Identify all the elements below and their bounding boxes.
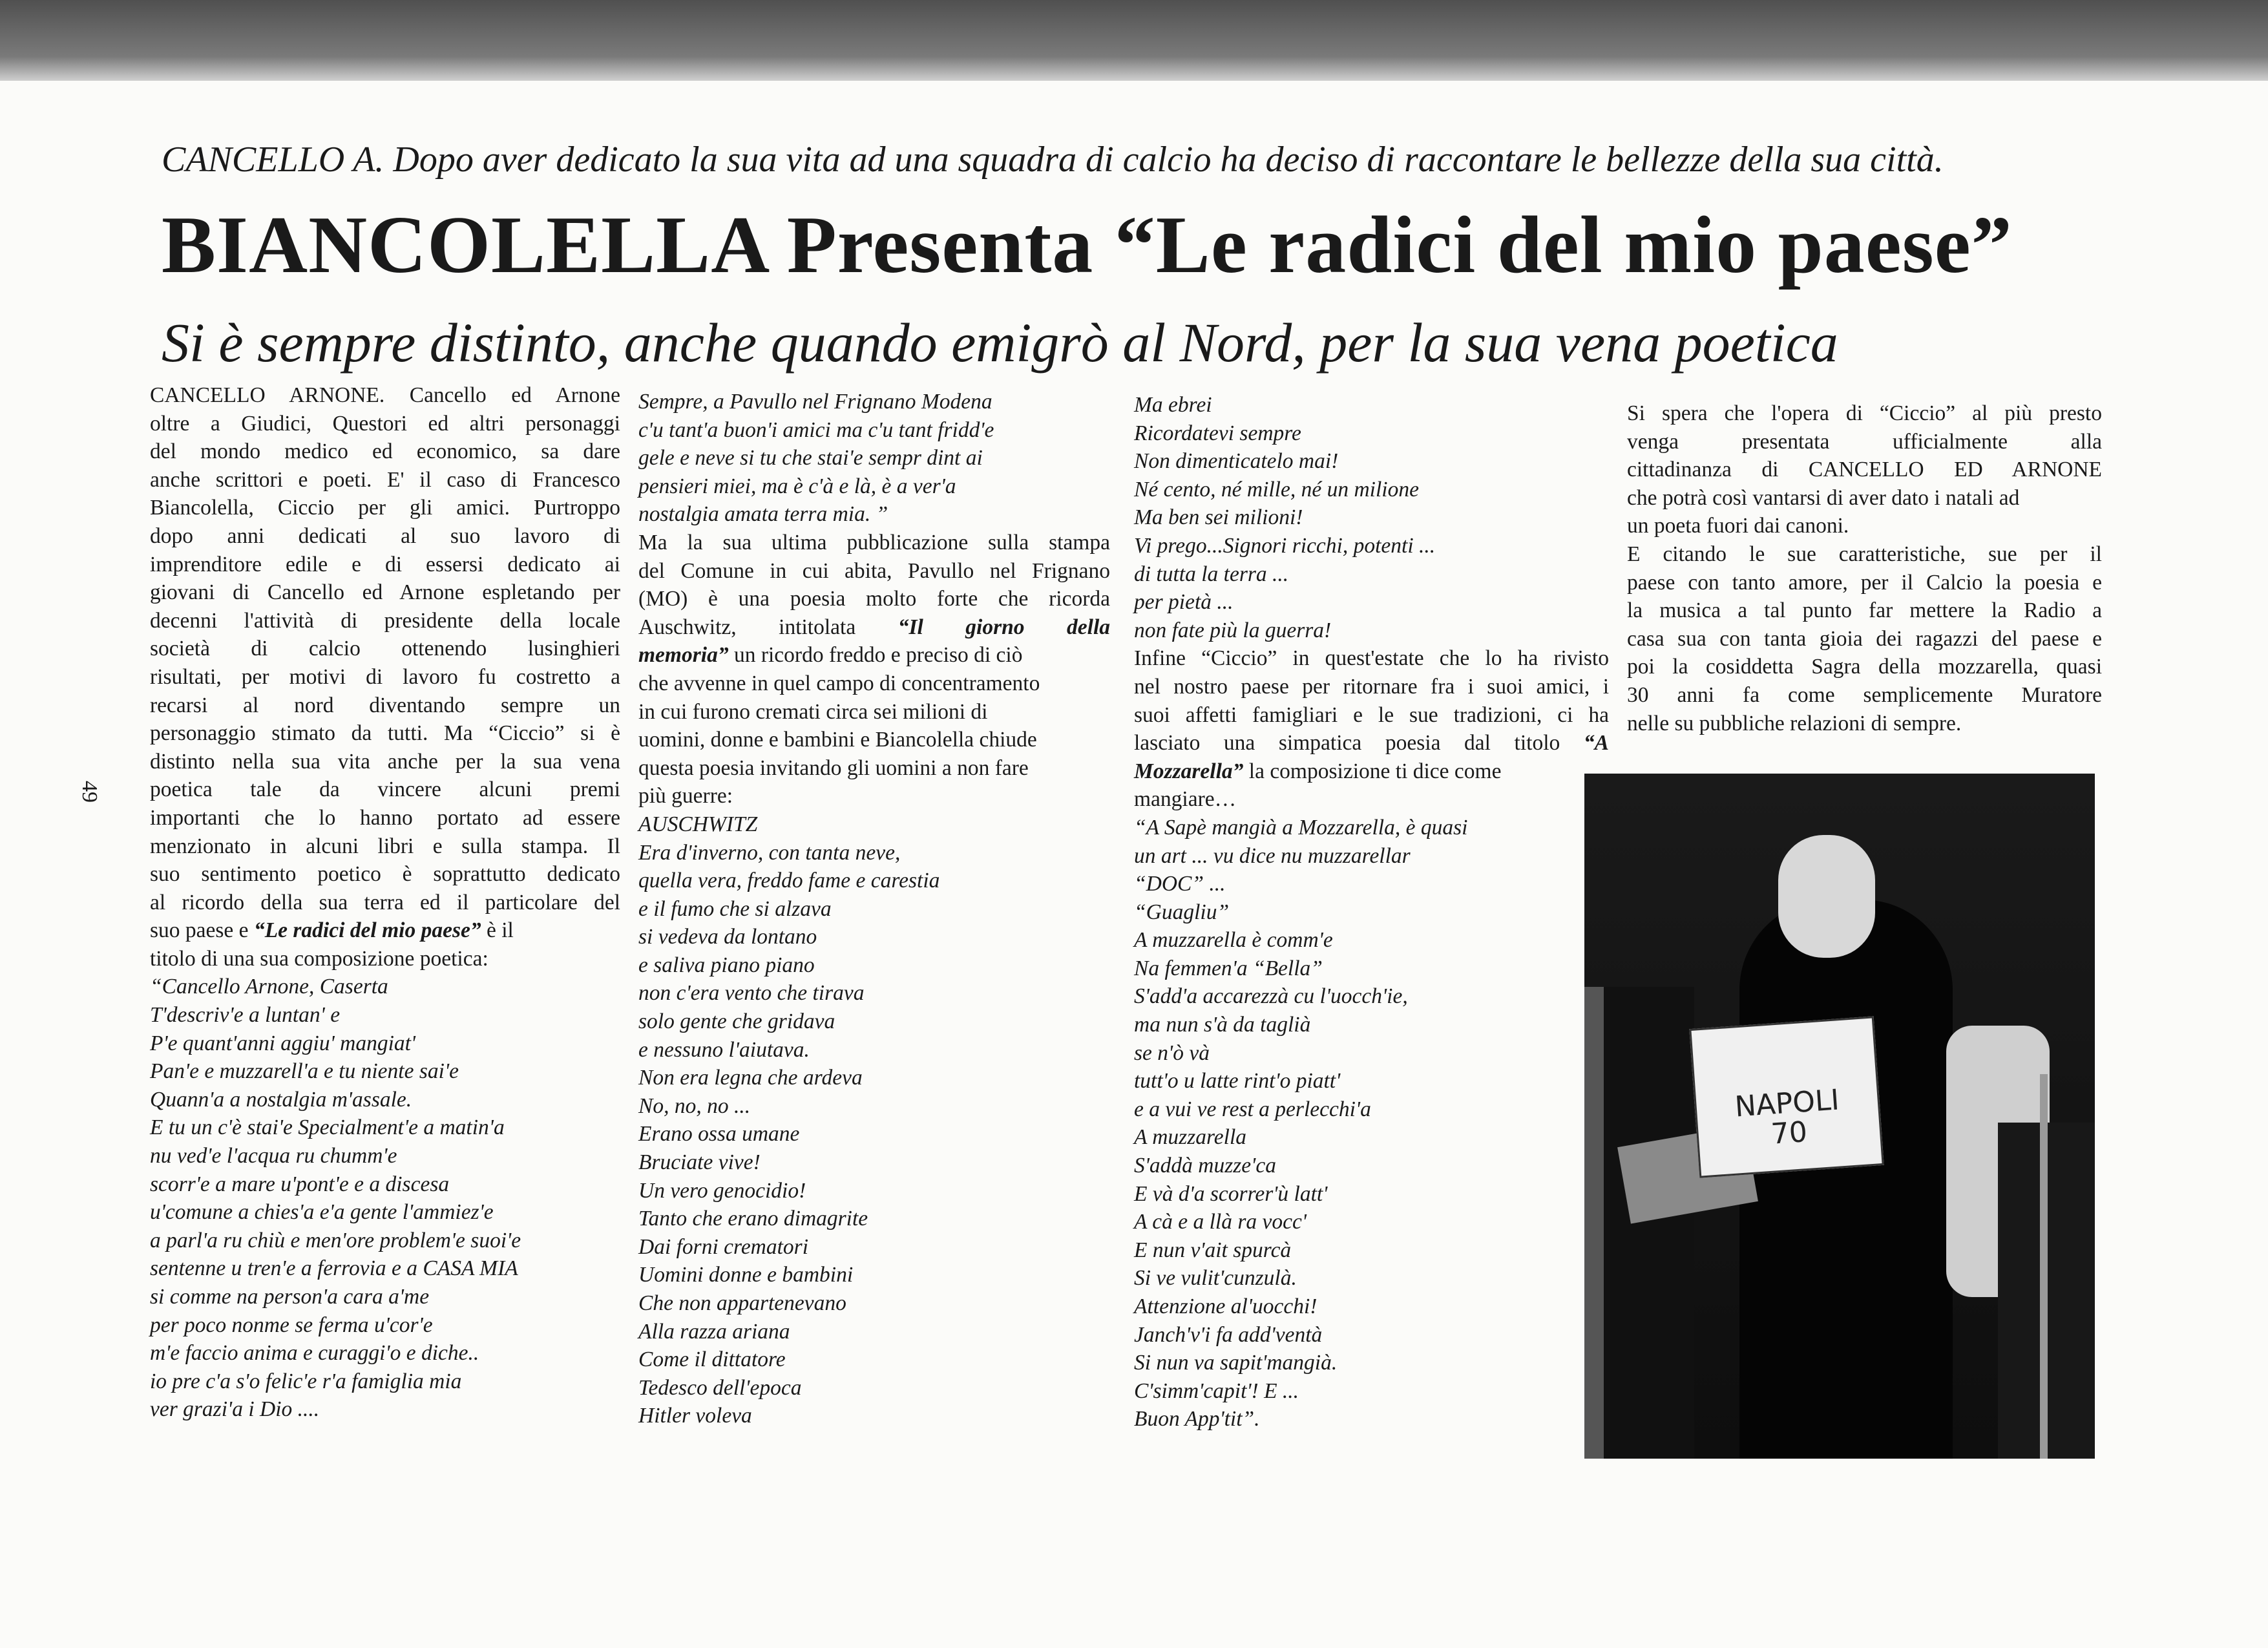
text-line: che avvenne in quel campo di concentramento — [638, 671, 1040, 695]
poem-line: io pre c'a s'o felic'e r'a famiglia mia — [150, 1369, 462, 1393]
poem-cancello-continued — [638, 388, 1110, 529]
prose-tail: lasciato una simpatica poesia dal titolo — [1134, 731, 1584, 755]
poem-line: Alla razza ariana — [638, 1319, 790, 1344]
poem-line: si comme na person'a cara a'me — [150, 1285, 430, 1309]
poem-line: Non era legna che ardeva — [638, 1066, 863, 1090]
poem-line: AUSCHWITZ — [638, 812, 758, 836]
text-line: decenni l'attività di presidente della locale — [150, 608, 620, 633]
column-4-prose — [1627, 399, 2102, 737]
text-line: suoi affetti famigliari e le sue tradizioni, ci ha — [1134, 703, 1609, 727]
poem-auschwitz — [638, 810, 1110, 1430]
poem-line: “A Sapè mangià a Mozzarella, è quasi — [1134, 815, 1468, 840]
poem-line: Non dimenticatelo mai! — [1134, 449, 1339, 474]
text-line: titolo di una sua composizione poetica: — [150, 946, 488, 971]
prose-after-title: un ricordo freddo e preciso di ciò — [728, 643, 1023, 668]
text-line: in cui furono cremati circa sei milioni di — [638, 699, 988, 724]
poem-line: T'descriv'e a luntan' e — [150, 1003, 341, 1028]
poem-title-mozzarella: “A — [1583, 731, 1609, 755]
poem-line: Quann'a a nostalgia m'assale. — [150, 1087, 412, 1112]
poem-line: Vi prego...Signori ricchi, potenti ... — [1134, 533, 1436, 558]
auschwitz-title-line-2 — [638, 641, 1110, 670]
poem-line: se n'ò và — [1134, 1041, 1210, 1065]
poem-line: E và d'a scorrer'ù latt' — [1134, 1181, 1328, 1206]
article-subhead: Si è sempre distinto, anche quando emigrò al Nord, per la sua vena poetica — [162, 312, 1838, 374]
poem-cancello-arnone — [150, 973, 620, 1424]
poem-line: per pietà ... — [1134, 590, 1234, 615]
poem-line: A muzzarella — [1134, 1125, 1247, 1150]
text-line: (MO) è una poesia molto forte che ricorda — [638, 587, 1110, 611]
poem-line: u'comune a chies'a e'a gente l'ammiez'e — [150, 1200, 494, 1225]
poem-line: e a vui ve rest a perlecchi'a — [1134, 1097, 1371, 1121]
poem-line: ma nun s'à da taglià — [1134, 1013, 1311, 1037]
poem-line: Che non appartenevano — [638, 1291, 846, 1315]
poem-line: S'addà muzze'ca — [1134, 1154, 1276, 1178]
sign-line-1: NAPOLI — [1734, 1083, 1841, 1124]
photo-biancolella-napoli-70 — [1584, 774, 2095, 1459]
poem-line: per poco nonme se ferma u'cor'e — [150, 1313, 433, 1337]
poem-line: E nun v'ait spurcà — [1134, 1238, 1292, 1262]
sign-text — [1702, 1083, 1874, 1154]
mozzarella-title-line-2 — [1134, 757, 1609, 786]
scan-shadow-bar — [0, 0, 2268, 81]
text-line: mangiare… — [1134, 787, 1237, 812]
auschwitz-title-line — [638, 613, 1110, 642]
poem-line: e il fumo che si alzava — [638, 896, 832, 921]
poem-title-mozzarella-2: Mozzarella” — [1134, 759, 1244, 783]
poem-line: Uomini donne e bambini — [638, 1263, 854, 1287]
poem-line: P'e quant'anni aggiu' mangiat' — [150, 1031, 416, 1055]
text-line: importanti che lo hanno portato ad essere — [150, 805, 620, 830]
text-line: Biancolella, Ciccio per gli amici. Purtroppo — [150, 496, 620, 520]
text-line: poetica tale da vincere alcuni premi — [150, 777, 620, 802]
column-3-prose — [1134, 644, 1609, 729]
column-4 — [1627, 399, 2102, 737]
poem-line: Ma ebrei — [1134, 393, 1212, 417]
text-line: personaggio stimato da tutti. Ma “Ciccio” si è — [150, 721, 620, 746]
poem-line: m'e faccio anima e curaggi'o e diche.. — [150, 1341, 479, 1366]
photo-head — [1778, 835, 1875, 958]
poem-line: tutt'o u latte rint'o piatt' — [1134, 1069, 1341, 1093]
column-3-after — [1134, 785, 1609, 814]
poem-line: si vedeva da lontano — [638, 925, 817, 949]
text-line: cittadinanza di CANCELLO ED ARNONE — [1627, 458, 2102, 482]
poem-line: C'simm'capit'! E ... — [1134, 1379, 1299, 1403]
column-1-intro — [150, 381, 620, 916]
text-line: uomini, donne e bambini e Biancolella chiude — [638, 728, 1037, 752]
poem-line: E tu un c'è stai'e Specialment'e a matin'a — [150, 1115, 505, 1140]
poem-line: A muzzarella è comm'e — [1134, 928, 1333, 953]
poem-line: nostalgia amata terra mia. ” — [638, 502, 888, 527]
poem-line: Tedesco dell'epoca — [638, 1375, 802, 1400]
text-line: del Comune in cui abita, Pavullo nel Frignano — [638, 558, 1110, 583]
poem-line: pensieri miei, ma è c'à e là, è a ver'a — [638, 474, 956, 498]
poem-line: Ma ben sei milioni! — [1134, 505, 1303, 530]
poem-line: Né cento, né mille, né un milione — [1134, 477, 1419, 502]
poem-title-memoria-2: memoria” — [638, 643, 729, 668]
text-line: Si spera che l'opera di “Ciccio” al più presto — [1627, 401, 2102, 425]
text-line: menzionato in alcuni libri e sulla stampa. Il — [150, 834, 620, 858]
poem-line: Si ve vulit'cunzulà. — [1134, 1266, 1297, 1291]
photo-sign — [1689, 1016, 1884, 1178]
poem-line: Sempre, a Pavullo nel Frignano Modena — [638, 390, 992, 414]
text-line: al ricordo della sua terra ed il particolare del — [150, 890, 620, 914]
poem-title-radici: “Le radici del mio paese” — [253, 918, 481, 943]
poem-line: Hitler voleva — [638, 1404, 752, 1428]
page-number: 49 — [78, 781, 101, 803]
poem-line: Pan'e e muzzarell'a e tu niente sai'e — [150, 1059, 459, 1084]
text-line: questa poesia invitando gli uomini a non fare — [638, 755, 1029, 780]
article-kicker: CANCELLO A. Dopo aver dedicato la sua vita ad una squadra di calcio ha deciso di raccontare le bellezze della sua città. — [162, 140, 1944, 180]
text-line: imprenditore edile e di essersi dedicato ai — [150, 552, 620, 576]
column-2-prose — [638, 529, 1110, 613]
column-2-after — [638, 670, 1110, 810]
text-line: dopo anni dedicati al suo lavoro di — [150, 523, 620, 548]
text-line: nel nostro paese per ritornare fra i suoi amici, i — [1134, 674, 1609, 699]
text-line: anche scrittori e poeti. E' il caso di Francesco — [150, 467, 620, 492]
poem-line: S'add'a accarezzà cu l'uocch'ie, — [1134, 984, 1408, 1009]
poem-line: “DOC” ... — [1134, 872, 1226, 896]
text-line: un poeta fuori dai canoni. — [1627, 514, 1849, 538]
poem-line: Un vero genocidio! — [638, 1178, 806, 1203]
text-line: del mondo medico ed economico, sa dare — [150, 439, 620, 464]
poem-line: nu ved'e l'acqua ru chumm'e — [150, 1144, 397, 1168]
intro-after-title: è il — [481, 918, 514, 943]
text-line: poi la cosiddetta Sagra della mozzarella, quasi — [1627, 655, 2102, 679]
text-line: CANCELLO ARNONE. Cancello ed Arnone — [150, 383, 620, 407]
poem-line: Tanto che erano dimagrite — [638, 1207, 868, 1231]
text-line: risultati, per motivi di lavoro fu costretto a — [150, 664, 620, 689]
poem-line: ver grazi'a i Dio .... — [150, 1397, 320, 1422]
poem-line: Na femmen'a “Bella” — [1134, 956, 1323, 980]
poem-line: un art ... vu dice nu muzzarellar — [1134, 843, 1411, 868]
photo-microphone-stand — [2040, 1074, 2048, 1459]
text-line: Ma la sua ultima pubblicazione sulla stampa — [638, 530, 1110, 555]
poem-line: c'u tant'a buon'i amici ma c'u tant fridd'e — [638, 417, 994, 442]
poem-line: Si nun va sapit'mangià. — [1134, 1351, 1338, 1375]
poem-line: solo gente che gridava — [638, 1009, 835, 1034]
text-line: oltre a Giudici, Questori ed altri personaggi — [150, 411, 620, 436]
poem-line: scorr'e a mare u'pont'e e a discesa — [150, 1172, 450, 1196]
text-line: Infine “Ciccio” in quest'estate che lo ha rivisto — [1134, 646, 1609, 671]
poem-line: sentenne u tren'e a ferrovia e a CASA MIA — [150, 1256, 518, 1281]
poem-line: No, no, no ... — [638, 1093, 751, 1118]
text-line: società di calcio ottenendo lusinghieri — [150, 637, 620, 661]
poem-line: Come il dittatore — [638, 1347, 786, 1372]
text-line: la musica a tal punto far mettere la Radio a — [1627, 598, 2102, 623]
poem-line: “Guagliu” — [1134, 900, 1230, 924]
poem-line: gele e neve si tu che stai'e sempr dint ai — [638, 446, 983, 470]
column-3 — [1134, 391, 1609, 1433]
text-line: nelle su pubbliche relazioni di sempre. — [1627, 711, 1962, 735]
prose-after-title: la composizione ti dice come — [1243, 759, 1502, 783]
poem-title-memoria: “Il giorno della — [898, 615, 1110, 639]
mozzarella-title-line — [1134, 729, 1609, 757]
poem-line: non c'era vento che tirava — [638, 981, 865, 1006]
column-1-after — [150, 945, 620, 973]
text-line: venga presentata ufficialmente alla — [1627, 429, 2102, 454]
text-line: che potrà così vantarsi di aver dato i natali ad — [1627, 485, 2020, 510]
poem-line: Era d'inverno, con tanta neve, — [638, 840, 901, 865]
poem-line: a parl'a ru chiù e men'ore problem'e suoi'e — [150, 1228, 521, 1252]
text-line: distinto nella sua vita anche per la sua vena — [150, 749, 620, 774]
intro-tail: suo paese e — [150, 918, 254, 943]
poem-line: non fate più la guerra! — [1134, 618, 1332, 642]
prose-tail: Auschwitz, intitolata — [638, 615, 898, 639]
poem-line: Ricordatevi sempre — [1134, 421, 1301, 445]
column-1-bold-line — [150, 916, 620, 945]
poem-line: Dai forni crematori — [638, 1234, 809, 1259]
poem-line: “Cancello Arnone, Caserta — [150, 975, 388, 999]
poem-line: Bruciate vive! — [638, 1150, 761, 1175]
photo-left-figure — [1584, 987, 1694, 1459]
poem-auschwitz-continued — [1134, 391, 1609, 644]
photo-main-figure — [1739, 900, 1953, 1459]
text-line: recarsi al nord diventando sempre un — [150, 693, 620, 717]
poem-line: A cà e a llà ra vocc' — [1134, 1210, 1307, 1234]
column-1 — [150, 381, 620, 1424]
text-line: E citando le sue caratteristiche, sue per il — [1627, 542, 2102, 566]
poem-line: Buon App'tit”. — [1134, 1407, 1260, 1431]
article-headline: BIANCOLELLA Presenta “Le radici del mio paese” — [162, 200, 2013, 290]
text-line: suo sentimento poetico è soprattutto dedicato — [150, 862, 620, 887]
column-2 — [638, 388, 1110, 1430]
text-line: giovani di Cancello ed Arnone espletando per — [150, 580, 620, 605]
poem-line: Janch'v'i fa add'ventà — [1134, 1322, 1323, 1347]
poem-line: e nessuno l'aiutava. — [638, 1037, 810, 1062]
poem-line: quella vera, freddo fame e carestia — [638, 869, 940, 893]
poem-line: di tutta la terra ... — [1134, 562, 1289, 586]
poem-line: e saliva piano piano — [638, 953, 815, 977]
text-line: casa sua con tanta gioia dei ragazzi del paese e — [1627, 626, 2102, 651]
text-line: 30 anni fa come semplicemente Muratore — [1627, 682, 2102, 707]
poem-mozzarella — [1134, 814, 1609, 1433]
sign-line-2: 70 — [1770, 1115, 1809, 1151]
text-line: paese con tanto amore, per il Calcio la poesia e — [1627, 570, 2102, 595]
poem-line: Erano ossa umane — [638, 1122, 800, 1146]
poem-line: Attenzione al'uocchi! — [1134, 1294, 1318, 1318]
text-line: più guerre: — [638, 784, 733, 808]
